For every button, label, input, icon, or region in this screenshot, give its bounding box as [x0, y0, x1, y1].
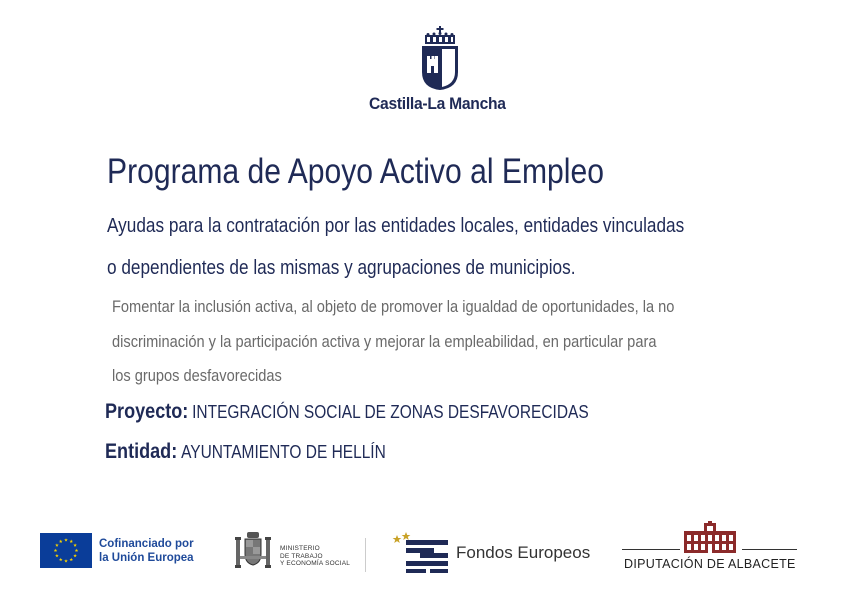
brand-name: Castilla-La Mancha [369, 94, 506, 113]
entity-value: AYUNTAMIENTO DE HELLÍN [181, 442, 386, 462]
ministry-label [280, 545, 350, 568]
subtitle-line-1: Ayudas para la contratación por las entidades locales, entidades vinculadas [107, 215, 685, 237]
castilla-la-mancha-crest-icon [418, 26, 462, 92]
diputacion-rule-right [742, 549, 797, 550]
eu-line-1: Cofinanciado por [99, 538, 194, 550]
diputacion-label: DIPUTACIÓN DE ALBACETE [624, 557, 796, 571]
description-line-2: discriminación y la participación activa y mejorar la empleabilidad, en particular para [112, 332, 657, 351]
description-line-3: los grupos desfavorecidas [112, 366, 282, 385]
spain-coat-of-arms-icon [234, 530, 272, 572]
project-row [105, 400, 589, 424]
fondos-europeos-flag-icon [392, 532, 450, 574]
ministry-line-1: MINISTERIO [280, 545, 320, 552]
fondos-europeos-label: Fondos Europeos [456, 543, 591, 562]
diputacion-rule-left [622, 549, 680, 550]
eu-cofinanced-label [99, 537, 194, 565]
entity-row [105, 440, 386, 464]
page-title: Programa de Apoyo Activo al Empleo [107, 152, 604, 191]
diputacion-building-icon [682, 521, 738, 553]
ministry-line-3: Y ECONOMÍA SOCIAL [280, 560, 351, 567]
eu-line-2: la Unión Europea [99, 552, 194, 564]
ministry-line-2: DE TRABAJO [280, 552, 323, 560]
subtitle-line-2: o dependientes de las mismas y agrupaciones de municipios. [107, 257, 576, 279]
project-label: Proyecto: [105, 400, 189, 423]
eu-flag-icon [40, 533, 92, 568]
description-line-1: Fomentar la inclusión activa, al objeto de promover la igualdad de oportunidades, la no [112, 297, 675, 316]
footer-divider [365, 538, 366, 572]
project-value: INTEGRACIÓN SOCIAL DE ZONAS DESFAVORECIDAS [192, 402, 589, 422]
entity-label: Entidad: [105, 440, 178, 463]
